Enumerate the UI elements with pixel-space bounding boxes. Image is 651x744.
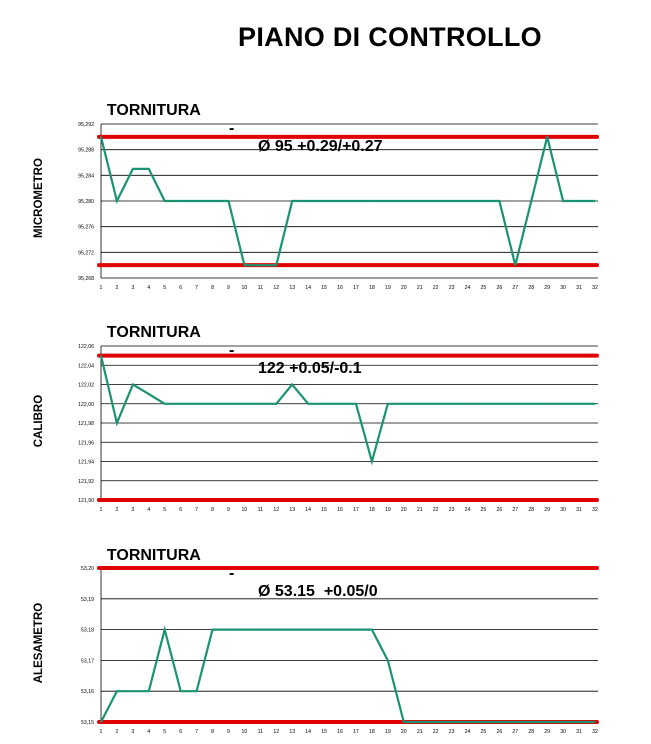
x-tick-label: 10 (241, 729, 248, 735)
data-point (260, 264, 262, 266)
x-tick-label: 27 (512, 285, 519, 291)
x-tick-label: 1 (99, 285, 103, 291)
control-chart-calibro (0, 340, 651, 516)
x-tick-label: 9 (227, 507, 230, 513)
data-point (562, 721, 564, 723)
y-tick-label: 95,272 (78, 250, 94, 257)
data-point (307, 629, 309, 631)
data-point (451, 721, 453, 723)
x-tick-label: 4 (147, 507, 151, 513)
x-tick-label: 3 (131, 729, 135, 735)
x-tick-label: 19 (384, 507, 391, 513)
y-tick-label: 122,04 (78, 363, 94, 370)
data-point (371, 461, 373, 463)
x-tick-label: 15 (321, 729, 327, 735)
x-tick-label: 4 (147, 285, 151, 291)
x-tick-label: 26 (496, 507, 503, 513)
y-axis-label: ALESAMETRO (33, 602, 45, 684)
x-tick-label: 1 (99, 507, 103, 513)
data-point (116, 690, 118, 692)
x-tick-label: 14 (305, 285, 312, 291)
data-point (435, 403, 437, 405)
x-tick-label: 17 (353, 507, 359, 513)
x-tick-label: 5 (163, 729, 167, 735)
page-title: PIANO DI CONTROLLO (238, 22, 542, 52)
data-point (355, 629, 357, 631)
x-tick-label: 31 (576, 729, 582, 735)
x-tick-label: 32 (592, 507, 598, 513)
y-tick-label: 121,94 (78, 459, 94, 466)
data-point (467, 721, 469, 723)
data-point (148, 168, 150, 170)
x-tick-label: 12 (273, 729, 280, 735)
x-tick-label: 6 (179, 285, 183, 291)
x-tick-label: 17 (353, 729, 359, 735)
x-tick-label: 21 (416, 729, 423, 735)
data-point (180, 690, 182, 692)
data-point (244, 403, 246, 405)
data-point (339, 403, 341, 405)
data-point (275, 264, 277, 266)
separator: - (229, 342, 235, 359)
x-tick-label: 8 (211, 729, 214, 735)
x-tick-label: 18 (369, 729, 375, 735)
x-tick-label: 22 (432, 729, 439, 735)
data-point (244, 264, 246, 266)
x-tick-label: 24 (464, 285, 471, 291)
data-point (594, 721, 596, 723)
data-point (323, 200, 325, 202)
x-tick-label: 28 (528, 729, 535, 735)
x-tick-label: 4 (147, 729, 151, 735)
separator: - (229, 565, 235, 582)
x-tick-label: 11 (257, 729, 264, 735)
data-point (499, 200, 501, 202)
x-tick-label: 24 (464, 729, 471, 735)
data-point (164, 200, 166, 202)
x-tick-label: 29 (544, 507, 551, 513)
y-tick-label: 121,96 (78, 440, 94, 447)
y-tick-label: 95,284 (78, 173, 94, 180)
x-tick-label: 11 (257, 507, 264, 513)
data-point (435, 200, 437, 202)
x-tick-label: 32 (592, 285, 598, 291)
x-tick-label: 17 (353, 285, 359, 291)
x-tick-label: 11 (257, 285, 264, 291)
data-point (499, 721, 501, 723)
data-point (387, 200, 389, 202)
data-point (403, 721, 405, 723)
data-point (275, 629, 277, 631)
x-tick-label: 30 (560, 507, 567, 513)
data-point (260, 629, 262, 631)
data-point (196, 200, 198, 202)
process-label: TORNITURA (106, 324, 201, 341)
y-tick-label: 53,20 (81, 566, 94, 572)
x-tick-label: 32 (592, 729, 598, 735)
x-tick-label: 12 (273, 507, 280, 513)
x-tick-label: 18 (369, 507, 375, 513)
y-tick-label: 53,16 (81, 689, 94, 696)
data-point (212, 200, 214, 202)
data-point (530, 721, 532, 723)
data-point (355, 200, 357, 202)
x-tick-label: 8 (211, 507, 214, 513)
x-tick-label: 30 (560, 285, 567, 291)
data-point (307, 200, 309, 202)
x-tick-label: 7 (195, 729, 199, 735)
data-point (116, 200, 118, 202)
data-point (196, 690, 198, 692)
data-point (403, 403, 405, 405)
x-tick-label: 23 (448, 729, 455, 735)
y-tick-label: 53,15 (81, 720, 94, 726)
data-point (164, 629, 166, 631)
data-point (212, 629, 214, 631)
data-point (594, 403, 596, 405)
x-tick-label: 31 (576, 507, 582, 513)
data-point (148, 393, 150, 395)
x-tick-label: 23 (448, 285, 455, 291)
x-tick-label: 13 (289, 285, 296, 291)
measurement-series-line (101, 356, 595, 462)
data-point (499, 403, 501, 405)
x-tick-label: 5 (163, 507, 167, 513)
control-chart-micrometro (0, 118, 651, 294)
data-point (164, 403, 166, 405)
data-point (132, 690, 134, 692)
x-tick-label: 19 (384, 729, 391, 735)
data-point (530, 403, 532, 405)
data-point (275, 403, 277, 405)
x-tick-label: 14 (305, 729, 312, 735)
data-point (515, 264, 517, 266)
y-axis-label: MICROMETRO (33, 158, 45, 238)
x-tick-label: 14 (305, 507, 312, 513)
x-tick-label: 21 (416, 507, 423, 513)
data-point (323, 629, 325, 631)
y-tick-label: 122,02 (78, 382, 94, 389)
x-tick-label: 31 (576, 285, 582, 291)
x-tick-label: 22 (432, 285, 439, 291)
data-point (291, 384, 293, 386)
data-point (515, 403, 517, 405)
x-tick-label: 5 (163, 285, 167, 291)
x-tick-label: 30 (560, 729, 567, 735)
data-point (116, 422, 118, 424)
data-point (435, 721, 437, 723)
data-point (148, 690, 150, 692)
x-tick-label: 1 (99, 729, 103, 735)
tolerance-spec: Ø 53.15 +0.05/0 (258, 583, 378, 600)
x-tick-label: 16 (337, 507, 343, 513)
data-point (515, 721, 517, 723)
x-tick-label: 6 (179, 729, 183, 735)
data-point (483, 403, 485, 405)
x-tick-label: 13 (289, 729, 296, 735)
y-tick-label: 121,98 (78, 421, 94, 427)
process-label: TORNITURA (106, 547, 201, 564)
data-point (578, 403, 580, 405)
data-point (546, 136, 548, 138)
x-tick-label: 25 (480, 507, 487, 513)
x-tick-label: 6 (179, 507, 183, 513)
data-point (132, 384, 134, 386)
data-point (451, 403, 453, 405)
data-point (307, 403, 309, 405)
data-point (212, 403, 214, 405)
x-tick-label: 15 (321, 507, 327, 513)
y-tick-label: 53,19 (81, 596, 94, 603)
x-tick-label: 20 (400, 507, 407, 513)
data-point (291, 200, 293, 202)
data-point (546, 721, 548, 723)
data-point (355, 403, 357, 405)
data-point (196, 403, 198, 405)
x-tick-label: 28 (528, 285, 535, 291)
x-tick-label: 3 (131, 285, 135, 291)
data-point (228, 403, 230, 405)
data-point (562, 403, 564, 405)
x-tick-label: 28 (528, 507, 535, 513)
x-tick-label: 9 (227, 285, 230, 291)
x-tick-label: 13 (289, 507, 296, 513)
x-tick-label: 27 (512, 507, 519, 513)
x-tick-label: 2 (115, 285, 119, 291)
y-tick-label: 95,288 (78, 147, 94, 154)
x-tick-label: 15 (321, 285, 327, 291)
data-point (244, 629, 246, 631)
data-point (483, 721, 485, 723)
data-point (483, 200, 485, 202)
x-tick-label: 26 (496, 729, 503, 735)
x-tick-label: 20 (400, 285, 407, 291)
y-tick-label: 53,18 (81, 627, 94, 634)
x-tick-label: 20 (400, 729, 407, 735)
data-point (451, 200, 453, 202)
x-tick-label: 10 (241, 285, 248, 291)
data-point (291, 629, 293, 631)
data-point (419, 403, 421, 405)
data-point (339, 200, 341, 202)
y-tick-label: 95,280 (78, 199, 94, 205)
separator: - (229, 120, 235, 137)
y-tick-label: 122,00 (78, 401, 94, 408)
data-point (339, 629, 341, 631)
y-tick-label: 95,276 (78, 224, 94, 231)
y-tick-label: 95,268 (78, 276, 94, 282)
x-tick-label: 22 (432, 507, 439, 513)
y-tick-label: 122,06 (78, 344, 94, 350)
x-tick-label: 9 (227, 729, 230, 735)
data-point (578, 721, 580, 723)
data-point (530, 200, 532, 202)
x-tick-label: 12 (273, 285, 280, 291)
x-tick-label: 24 (464, 507, 471, 513)
data-point (180, 200, 182, 202)
y-tick-label: 121,90 (78, 498, 94, 504)
data-point (260, 403, 262, 405)
data-point (467, 403, 469, 405)
x-tick-label: 3 (131, 507, 135, 513)
x-tick-label: 29 (544, 285, 551, 291)
x-tick-label: 25 (480, 285, 487, 291)
x-tick-label: 7 (195, 285, 199, 291)
y-tick-label: 95,292 (78, 122, 94, 128)
data-point (323, 403, 325, 405)
x-tick-label: 19 (384, 285, 391, 291)
data-point (419, 200, 421, 202)
process-label: TORNITURA (106, 102, 201, 119)
x-tick-label: 16 (337, 285, 343, 291)
data-point (371, 629, 373, 631)
tolerance-spec: Ø 95 +0.29/+0.27 (258, 138, 383, 155)
data-point (387, 403, 389, 405)
x-tick-label: 18 (369, 285, 375, 291)
x-tick-label: 8 (211, 285, 214, 291)
x-tick-label: 26 (496, 285, 503, 291)
data-point (419, 721, 421, 723)
measurement-series-line (101, 630, 595, 722)
data-point (228, 629, 230, 631)
x-tick-label: 27 (512, 729, 519, 735)
data-point (100, 355, 102, 357)
data-point (132, 168, 134, 170)
data-point (371, 200, 373, 202)
data-point (594, 200, 596, 202)
x-tick-label: 7 (195, 507, 199, 513)
data-point (578, 200, 580, 202)
x-tick-label: 29 (544, 729, 551, 735)
data-point (100, 721, 102, 723)
x-tick-label: 16 (337, 729, 343, 735)
data-point (180, 403, 182, 405)
x-tick-label: 23 (448, 507, 455, 513)
y-tick-label: 53,17 (81, 658, 94, 665)
data-point (387, 660, 389, 662)
x-tick-label: 2 (115, 729, 119, 735)
x-tick-label: 25 (480, 729, 487, 735)
data-point (403, 200, 405, 202)
data-point (562, 200, 564, 202)
y-axis-label: CALIBRO (33, 394, 45, 448)
x-tick-label: 10 (241, 507, 248, 513)
x-tick-label: 2 (115, 507, 119, 513)
data-point (546, 403, 548, 405)
tolerance-spec: 122 +0.05/-0.1 (258, 360, 362, 377)
data-point (228, 200, 230, 202)
data-point (100, 136, 102, 138)
x-tick-label: 21 (416, 285, 423, 291)
y-tick-label: 121,92 (78, 478, 94, 485)
data-point (467, 200, 469, 202)
control-chart-alesametro (0, 562, 651, 738)
